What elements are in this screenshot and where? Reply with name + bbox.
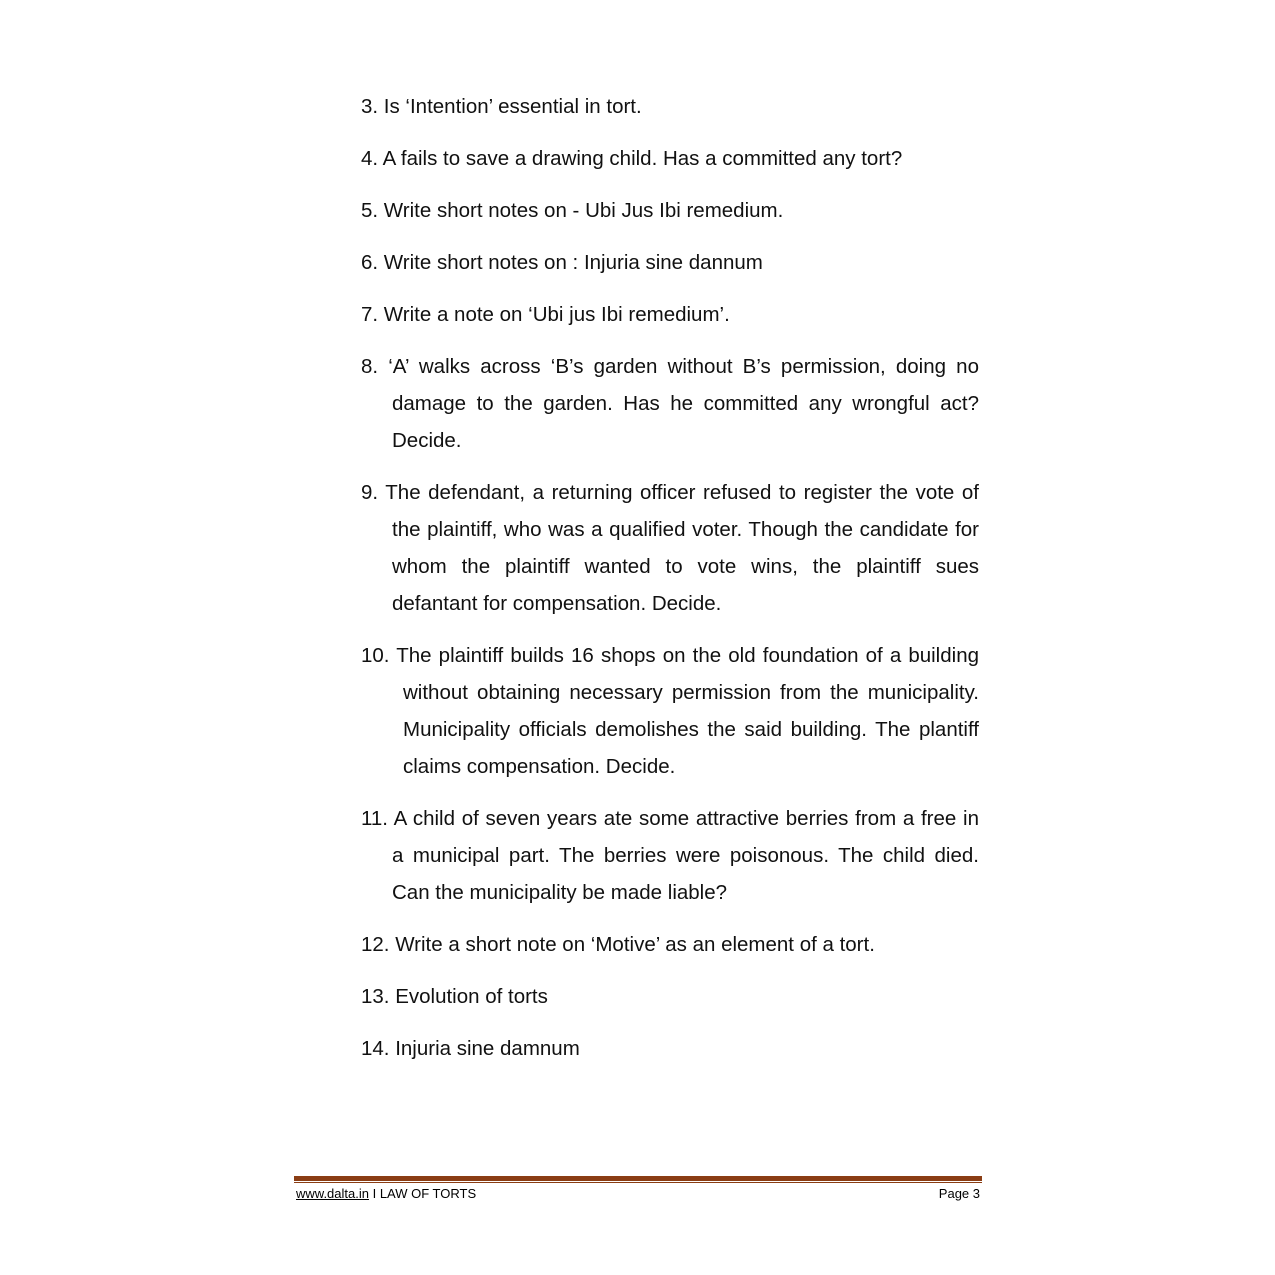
question-6: 6. Write short notes on : Injuria sine dannum	[361, 251, 763, 274]
footer-site-link[interactable]: www.dalta.in	[296, 1186, 369, 1201]
page-number: Page 3	[938, 1186, 980, 1201]
question-14: 14. Injuria sine damnum	[361, 1037, 580, 1060]
footer-rule	[294, 1176, 982, 1181]
question-7: 7. Write a note on ‘Ubi jus Ibi remedium’.	[361, 303, 730, 326]
question-13: 13. Evolution of torts	[361, 985, 548, 1008]
footer-left	[296, 1186, 476, 1202]
question-8: 8. ‘A’ walks across ‘B’s garden without B’s permission, doing no damage to the garden. Has he committed any wrongful act? Decide.	[361, 355, 979, 452]
footer-document-title: I LAW OF TORTS	[368, 1186, 477, 1201]
question-list	[361, 88, 979, 1082]
question-11: 11. A child of seven years ate some attractive berries from a free in a municipal part. The berries were poisonous. The child died. Can the municipality be made liable?	[361, 807, 979, 904]
question-10: 10. The plaintiff builds 16 shops on the old foundation of a building without obtaining necessary permission from the municipality. Municipality officials demolishes the said building. The plantiff claims compensation. Decide.	[361, 644, 979, 778]
question-4: 4. A fails to save a drawing child. Has a committed any tort?	[361, 147, 903, 170]
page-footer	[296, 1186, 980, 1202]
footer-rule-thin	[294, 1182, 982, 1183]
question-12: 12. Write a short note on ‘Motive’ as an element of a tort.	[361, 933, 875, 956]
question-5: 5. Write short notes on - Ubi Jus Ibi remedium.	[361, 199, 784, 222]
question-9: 9. The defendant, a returning officer refused to register the vote of the plaintiff, who was a qualified voter. Though the candidate for whom the plaintiff wanted to vote wins, the plaintiff sues defantant for compensation. Decide.	[361, 481, 979, 615]
question-3: 3. Is ‘Intention’ essential in tort.	[361, 95, 642, 118]
